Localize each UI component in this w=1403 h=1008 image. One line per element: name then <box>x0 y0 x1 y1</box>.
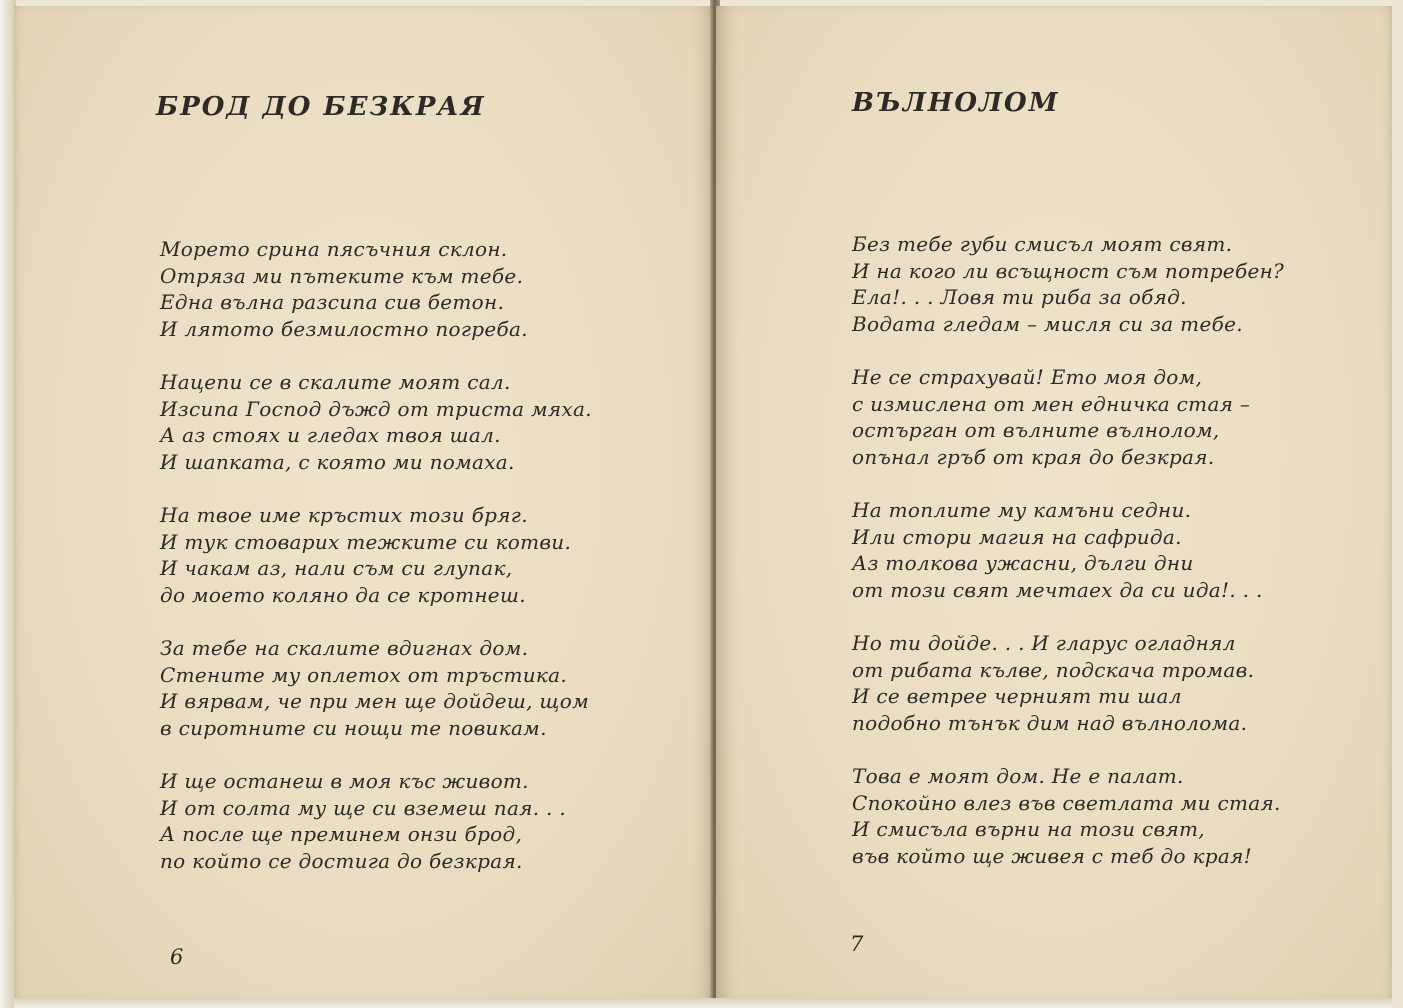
poem-title-right: ВЪЛНОЛОМ <box>852 88 1060 118</box>
poem-line: с измислена от мен едничка стая – <box>852 391 1251 416</box>
poem-line: И вярвам, че при мен ще дойдеш, щом <box>160 689 589 713</box>
stanza <box>852 231 1284 337</box>
page-edge <box>14 998 1392 1008</box>
poem-line: И се ветрее черният ти шал <box>852 684 1182 708</box>
poem-line: опънал гръб от края до безкрая. <box>852 444 1215 469</box>
poem-line: Водата гледам – мисля си за тебе. <box>852 311 1243 336</box>
poem-line: Стените му оплетох от тръстика. <box>160 662 568 687</box>
poem-line: И ще останеш в моя къс живот. <box>160 769 529 793</box>
right-page <box>716 6 1392 1000</box>
stanza <box>160 369 592 475</box>
poem-line: Изсипа Господ дъжд от триста мяха. <box>160 396 592 421</box>
poem-line: от рибата кълве, подскача тромав. <box>852 657 1255 682</box>
poem-title-left: БРОД ДО БЕЗКРАЯ <box>156 92 486 122</box>
poem-line: Ела!. . . Ловя ти риба за обяд. <box>852 285 1187 309</box>
stanza <box>852 763 1284 869</box>
poem-line: И чакам аз, нали съм си глупак, <box>160 556 513 580</box>
poem-line: А аз стоях и гледах твоя шал. <box>160 423 501 447</box>
left-page <box>14 6 714 1000</box>
stanza <box>160 236 592 342</box>
poem-line: Една вълна разсипа сив бетон. <box>160 290 505 314</box>
poem-line: Нацепи се в скалите моят сал. <box>160 370 511 394</box>
poem-line: На топлите му камъни седни. <box>852 498 1192 522</box>
poem-line: И шапката, с която ми помаха. <box>160 449 515 474</box>
poem-line: И лятото безмилостно погреба. <box>160 316 528 341</box>
poem-line: Спокойно влез във светлата ми стая. <box>852 790 1281 815</box>
poem-line: На твое име кръстих този бряг. <box>160 503 528 527</box>
poem-line: И на кого ли всъщност съм потребен? <box>852 258 1285 283</box>
stanza <box>160 768 592 874</box>
poem-line: подобно тънък дим над вълнолома. <box>852 710 1248 735</box>
poem-body-left <box>160 236 592 901</box>
poem-line: Морето срина пясъчния склон. <box>160 237 508 261</box>
poem-line: Но ти дойде. . . И гларус огладнял <box>852 631 1236 655</box>
stanza <box>852 497 1284 603</box>
poem-body-right <box>852 231 1284 896</box>
poem-line: до моето коляно да се кротнеш. <box>160 582 526 607</box>
poem-line: Без тебе губи смисъл моят свят. <box>852 232 1233 256</box>
poem-line: И смисъла върни на този свят, <box>852 817 1205 841</box>
poem-line: във който ще живея с теб до края! <box>852 843 1252 868</box>
poem-line: Отряза ми пътеките към тебе. <box>160 263 524 288</box>
stanza <box>852 630 1284 736</box>
poem-line: в сиротните си нощи те повикам. <box>160 715 547 740</box>
poem-line: от този свят мечтаех да си ида!. . . <box>852 577 1263 602</box>
stanza <box>160 502 592 608</box>
poem-line: остърган от вълните вълнолом, <box>852 418 1220 442</box>
page-number-left: 6 <box>170 945 184 969</box>
poem-line: Това е моят дом. Не е палат. <box>852 764 1184 788</box>
poem-line: Аз толкова ужасни, дълги дни <box>852 551 1194 575</box>
poem-line: А после ще преминем онзи брод, <box>160 822 523 846</box>
poem-line: За тебе на скалите вдигнах дом. <box>160 636 529 660</box>
stanza <box>160 635 592 741</box>
stanza <box>852 364 1284 470</box>
poem-line: Не се страхувай! Ето моя дом, <box>852 365 1203 389</box>
poem-line: И тук стоварих тежките си котви. <box>160 529 572 554</box>
poem-line: И от солта му ще си вземеш пая. . . <box>160 795 567 820</box>
page-number-right: 7 <box>850 932 864 956</box>
poem-line: Или стори магия на сафрида. <box>852 524 1182 549</box>
poem-line: по който се достига до безкрая. <box>160 848 523 873</box>
